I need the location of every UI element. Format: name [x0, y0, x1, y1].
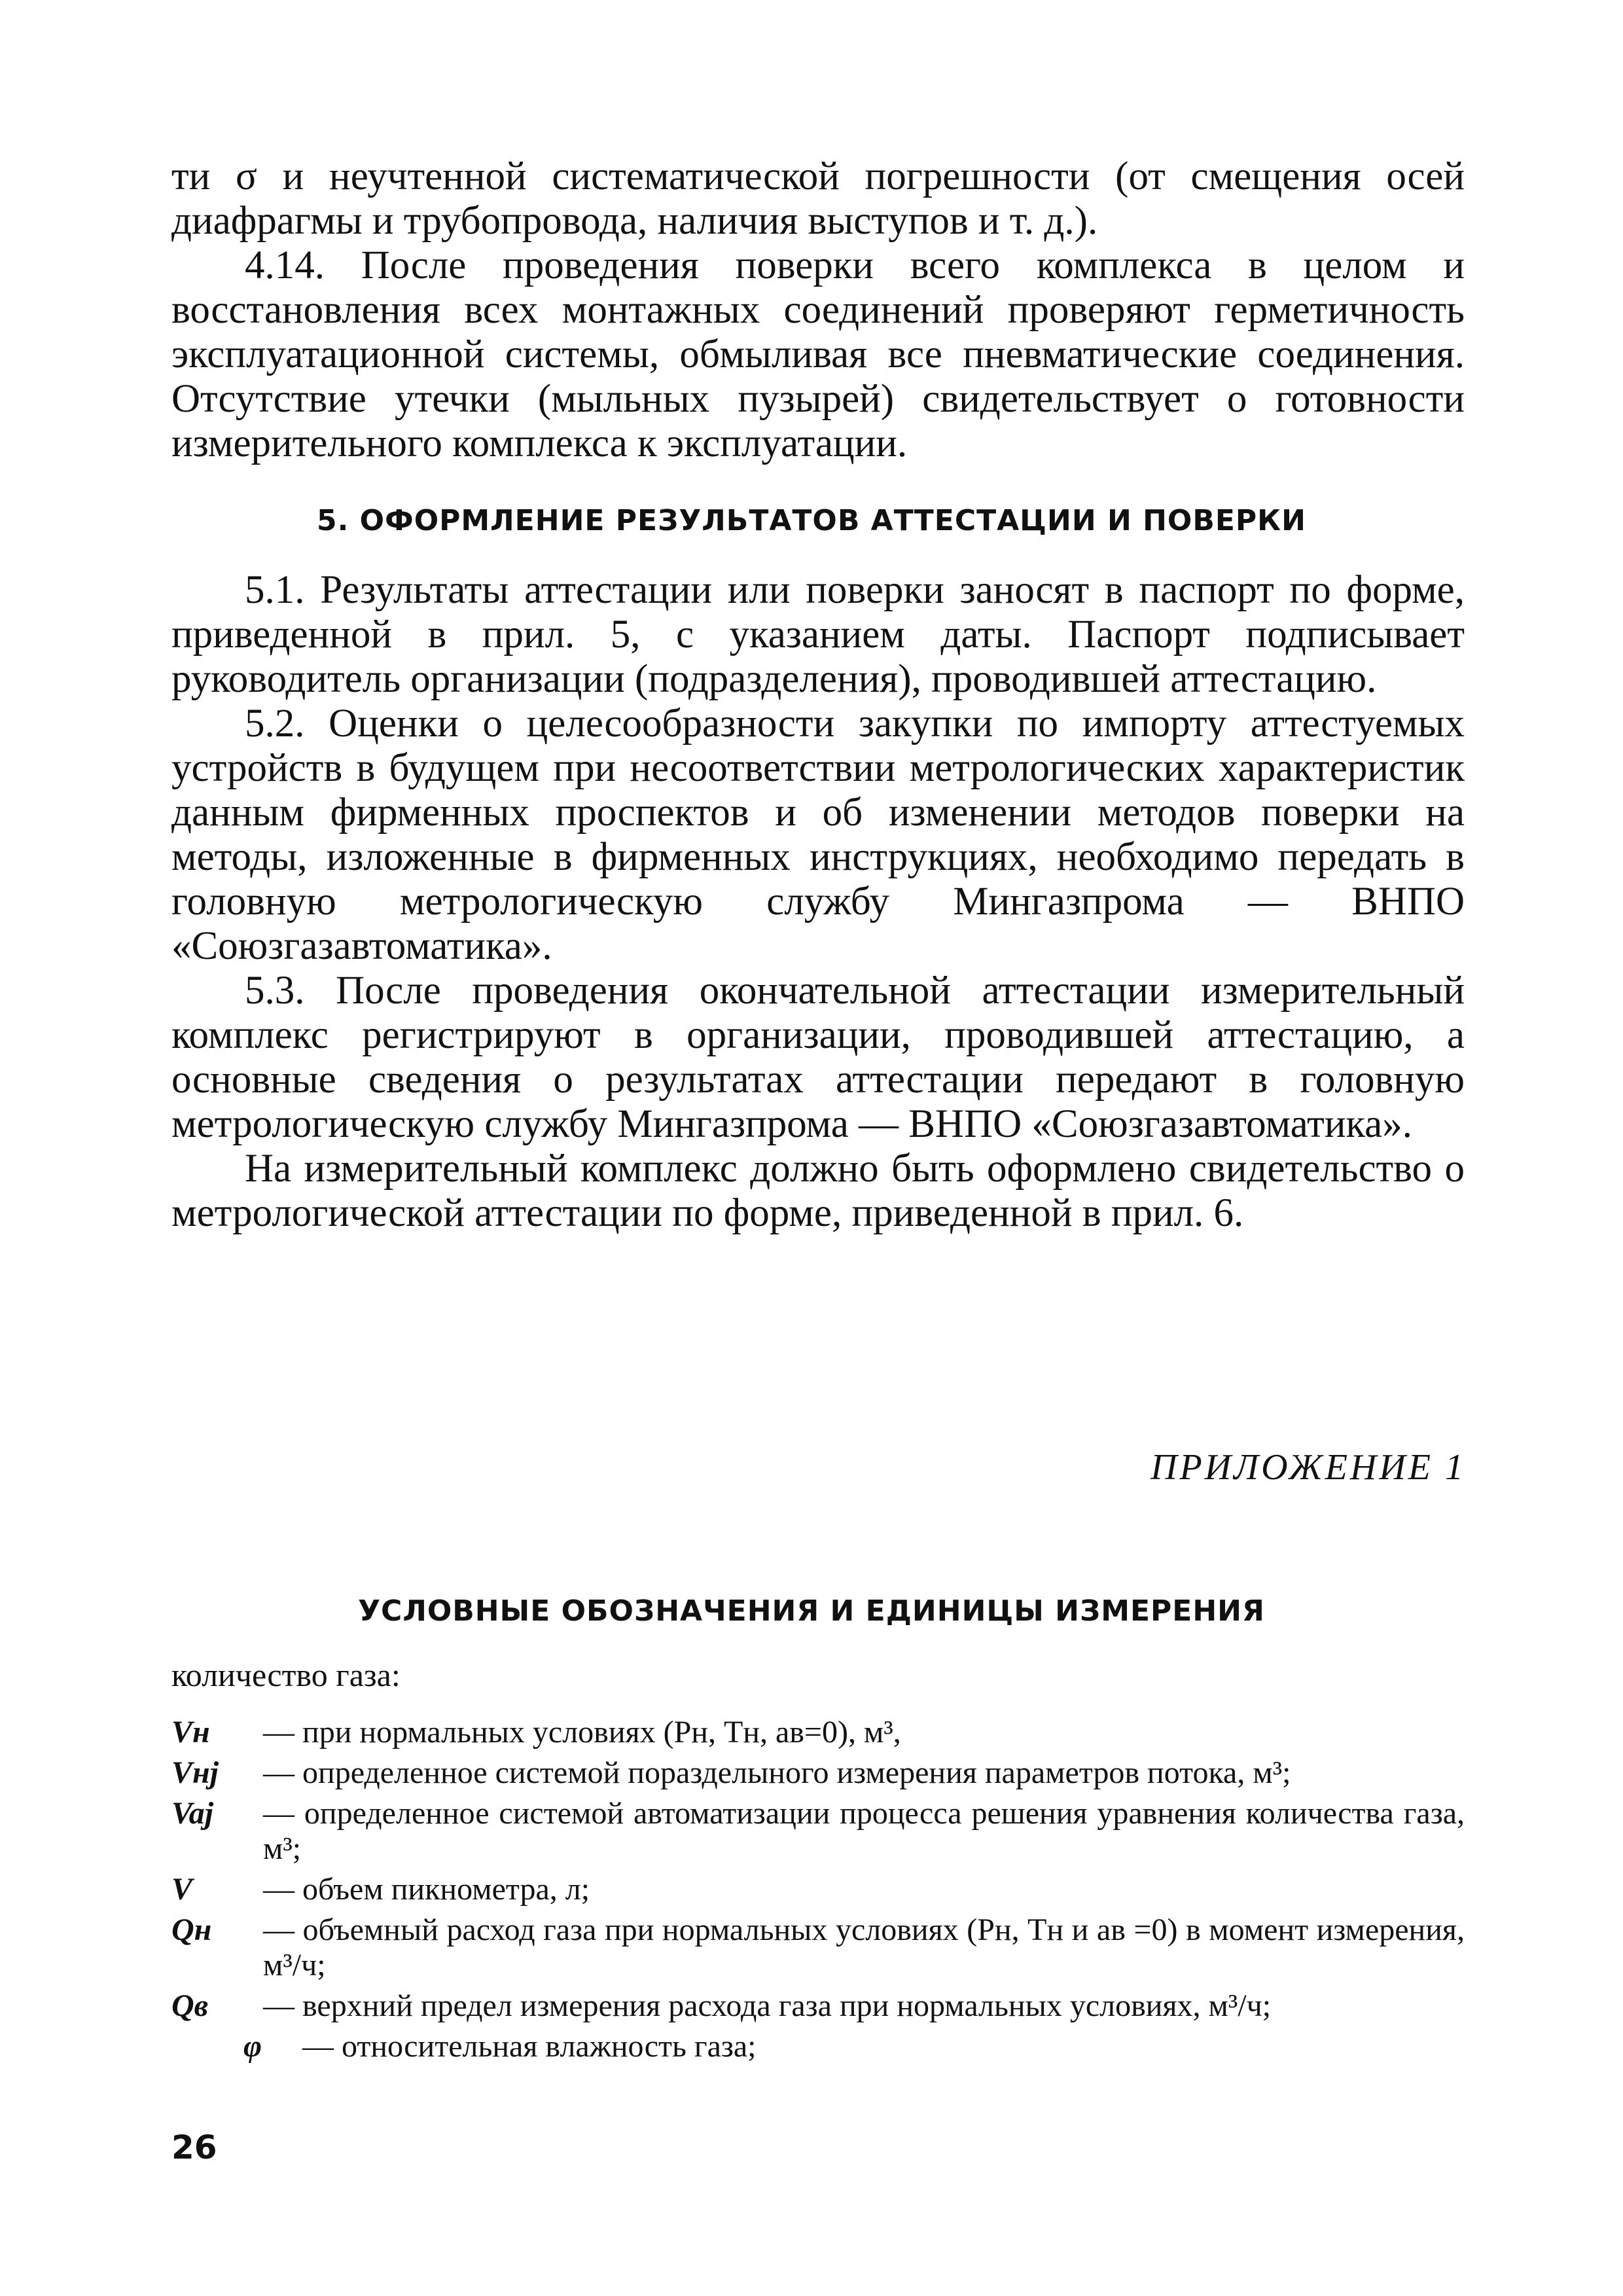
definition-item	[171, 1912, 1465, 1983]
definition-item	[171, 1988, 1465, 2024]
definition-symbol: Vнj	[171, 1755, 219, 1790]
page-number: 26	[171, 2128, 217, 2166]
paragraph: 5.2. Оценки о целесообразности закупки по импорту аттестуемых устройств в будущем при несоответствии метрологических характеристик данным фирменных проспектов и об изменении методов поверки на методы, изложенные в фирменных инструкциях, необходимо передать в головную метрологическую службу Мингазпрома — ВНПО «Союзгазавтоматика».	[171, 702, 1465, 968]
definition-text: — объем пикнометра, л;	[263, 1872, 590, 1907]
definition-item	[171, 1715, 1465, 1750]
definitions-intro: количество газа:	[171, 1657, 401, 1693]
definition-text: — верхний предел измерения расхода газа при нормальных условиях, м³/ч;	[263, 1988, 1272, 2023]
paragraph: 5.3. После проведения окончательной аттестации измерительный комплекс регистрируют в организации, проводившей аттестацию, а основные сведения о результатах аттестации передают в головную метрологическую службу Мингазпрома — ВНПО «Союзгазавтоматика».	[171, 969, 1465, 1146]
definition-text: — определенное системой автоматизации процесса решения уравнения количества газа, м³;	[263, 1796, 1465, 1866]
definition-item	[171, 2029, 1465, 2064]
definition-text: — при нормальных условиях (Pн, Tн, aв=0), м³,	[263, 1715, 901, 1749]
definition-item	[171, 1872, 1465, 1907]
definition-symbol: Qн	[171, 1912, 212, 1947]
appendix-heading: УСЛОВНЫЕ ОБОЗНАЧЕНИЯ И ЕДИНИЦЫ ИЗМЕРЕНИЯ	[358, 1594, 1265, 1628]
definitions-list	[171, 1715, 1465, 2070]
paragraph: На измерительный комплекс должно быть оформлено свидетельство о метрологической аттестации по форме, приведенной в прил. 6.	[171, 1147, 1465, 1235]
appendix-label: ПРИЛОЖЕНИЕ 1	[1150, 1447, 1466, 1488]
definition-text: — определенное системой поразделыного измерения параметров потока, м³;	[263, 1755, 1291, 1790]
definition-item	[171, 1755, 1465, 1791]
section-5-heading: 5. ОФОРМЛЕНИЕ РЕЗУЛЬТАТОВ АТТЕСТАЦИИ И ПОВЕРКИ	[317, 504, 1306, 537]
paragraph: 4.14. После проведения поверки всего комплекса в целом и восстановления всех монтажных соединений проверяют герметичность эксплуатационной системы, обмыливая все пневматические соединения. Отсутствие утечки (мыльных пузырей) свидетельствует о готовности измерительного комплекса к эксплуатации.	[171, 243, 1465, 465]
definition-symbol: Vaj	[171, 1796, 214, 1831]
definition-symbol: Qв	[171, 1988, 209, 2023]
section-5-paragraphs	[171, 568, 1465, 1236]
paragraph: ти σ и неучтенной систематической погрешности (от смещения осей диафрагмы и трубопровода, наличия выступов и т. д.).	[171, 154, 1465, 243]
definition-text: — относительная влажность газа;	[302, 2029, 757, 2064]
top-paragraphs	[171, 154, 1465, 466]
definition-symbol: φ	[243, 2029, 262, 2064]
definition-item	[171, 1796, 1465, 1867]
definition-symbol: Vн	[171, 1715, 210, 1749]
definition-symbol: V	[171, 1872, 193, 1907]
definition-text: — объемный расход газа при нормальных условиях (Pн, Tн и aв =0) в момент измерения, м³/ч;	[263, 1912, 1465, 1982]
paragraph: 5.1. Результаты аттестации или поверки заносят в паспорт по форме, приведенной в прил. 5, с указанием даты. Паспорт подписывает руководитель организации (подразделения), проводившей аттестацию.	[171, 568, 1465, 701]
